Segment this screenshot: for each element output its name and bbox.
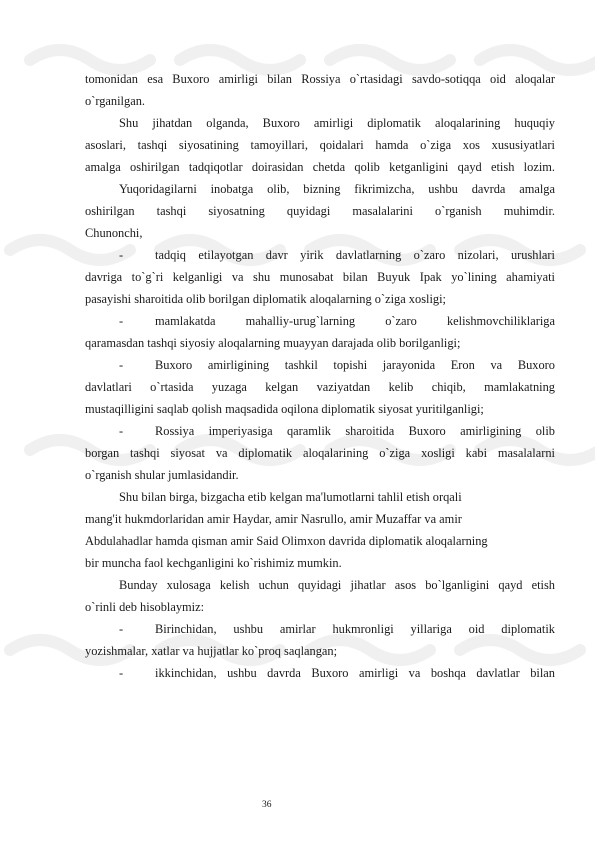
list-item-text: ikkinchidan, ushbu davrda Buxoro amirligi va boshqa davlatlar bilan bbox=[155, 666, 555, 680]
list-dash: - bbox=[119, 314, 124, 328]
text-line: mang'it hukmdorlaridan amir Haydar, amir Nasrullo, amir Muzaffar va amir bbox=[85, 512, 462, 526]
text-line: asoslari, tashqi siyosatining tamoyillari, qoidalari hamda o`ziga xos xususiyatlari bbox=[85, 138, 555, 152]
text-line: yozishmalar, xatlar va hujjatlar ko`proq saqlangan; bbox=[85, 644, 338, 658]
list-item-text: tadqiq etilayotgan davr yirik davlatlarning o`zaro nizolari, urushlari bbox=[155, 248, 555, 262]
text-line: amalga oshirilgan tadqiqotlar doirasidan chetda qolib ketganligini qayd etish lozim. bbox=[85, 160, 555, 174]
paragraph-start: Yuqoridagilarni inobatga olib, bizning fikrimizcha, ushbu davrda amalga bbox=[119, 182, 555, 196]
text-line: borgan tashqi siyosat va diplomatik aloqalarining o`ziga xosligi kabi masalalarni bbox=[85, 446, 555, 460]
list-dash: - bbox=[119, 358, 124, 372]
body-text bbox=[85, 68, 555, 684]
list-item bbox=[85, 354, 555, 376]
text-line: Chunonchi, bbox=[85, 226, 143, 240]
list-item-text: Buxoro amirligining tashkil topishi jarayonida Eron va Buxoro bbox=[155, 358, 555, 372]
text-line: Abdulahadlar hamda qisman amir Said Olimxon davrida diplomatik aloqalarning bbox=[85, 534, 488, 548]
list-dash: - bbox=[119, 622, 124, 636]
list-item bbox=[85, 310, 555, 332]
text-line: o`rganilgan. bbox=[85, 94, 145, 108]
list-item bbox=[85, 662, 555, 684]
text-line: oshirilgan tashqi siyosatning quyidagi masalalarini o`rganish muhimdir. bbox=[85, 204, 555, 218]
text-line: davlatlari o`rtasida yuzaga kelgan vaziyatdan kelib chiqib, mamlakatning bbox=[85, 380, 555, 394]
text-line: tomonidan esa Buxoro amirligi bilan Rossiya o`rtasidagi savdo-sotiqqa oid aloqalar bbox=[85, 72, 555, 86]
text-line: qaramasdan tashqi siyosiy aloqalarning muayyan darajada olib borilganligi; bbox=[85, 336, 461, 350]
paragraph-start: Shu bilan birga, bizgacha etib kelgan ma'lumotlarni tahlil etish orqali bbox=[119, 490, 462, 504]
list-item bbox=[85, 618, 555, 640]
list-item bbox=[85, 420, 555, 442]
text-line: davriga to`g`ri kelganligi va shu munosabat bilan Buyuk Ipak yo`lining ahamiyati bbox=[85, 270, 555, 284]
list-dash: - bbox=[119, 248, 124, 262]
paragraph-start: Bunday xulosaga kelish uchun quyidagi jihatlar asos bo`lganligini qayd etish bbox=[119, 578, 555, 592]
list-item-text: Rossiya imperiyasiga qaramlik sharoitida Buxoro amirligining olib bbox=[155, 424, 555, 438]
text-line: mustaqilligini saqlab qolish maqsadida oqilona diplomatik siyosat yuritilganligi; bbox=[85, 402, 484, 416]
text-line: o`rinli deb hisoblaymiz: bbox=[85, 600, 205, 614]
paragraph-start: Shu jihatdan olganda, Buxoro amirligi diplomatik aloqalarining huquqiy bbox=[119, 116, 555, 130]
list-item bbox=[85, 244, 555, 266]
text-line: o`rganish shular jumlasidandir. bbox=[85, 468, 239, 482]
list-dash: - bbox=[119, 424, 124, 438]
page-number: 36 bbox=[262, 800, 272, 810]
list-dash: - bbox=[119, 666, 124, 680]
list-item-text: Birinchidan, ushbu amirlar hukmronligi yillariga oid diplomatik bbox=[155, 622, 555, 636]
text-line: bir muncha faol kechganligini ko`rishimiz mumkin. bbox=[85, 556, 342, 570]
list-item-text: mamlakatda mahalliy-urug`larning o`zaro kelishmovchiliklariga bbox=[155, 314, 555, 328]
text-line: pasayishi sharoitida olib borilgan diplomatik aloqalarning o`ziga xosligi; bbox=[85, 292, 446, 306]
